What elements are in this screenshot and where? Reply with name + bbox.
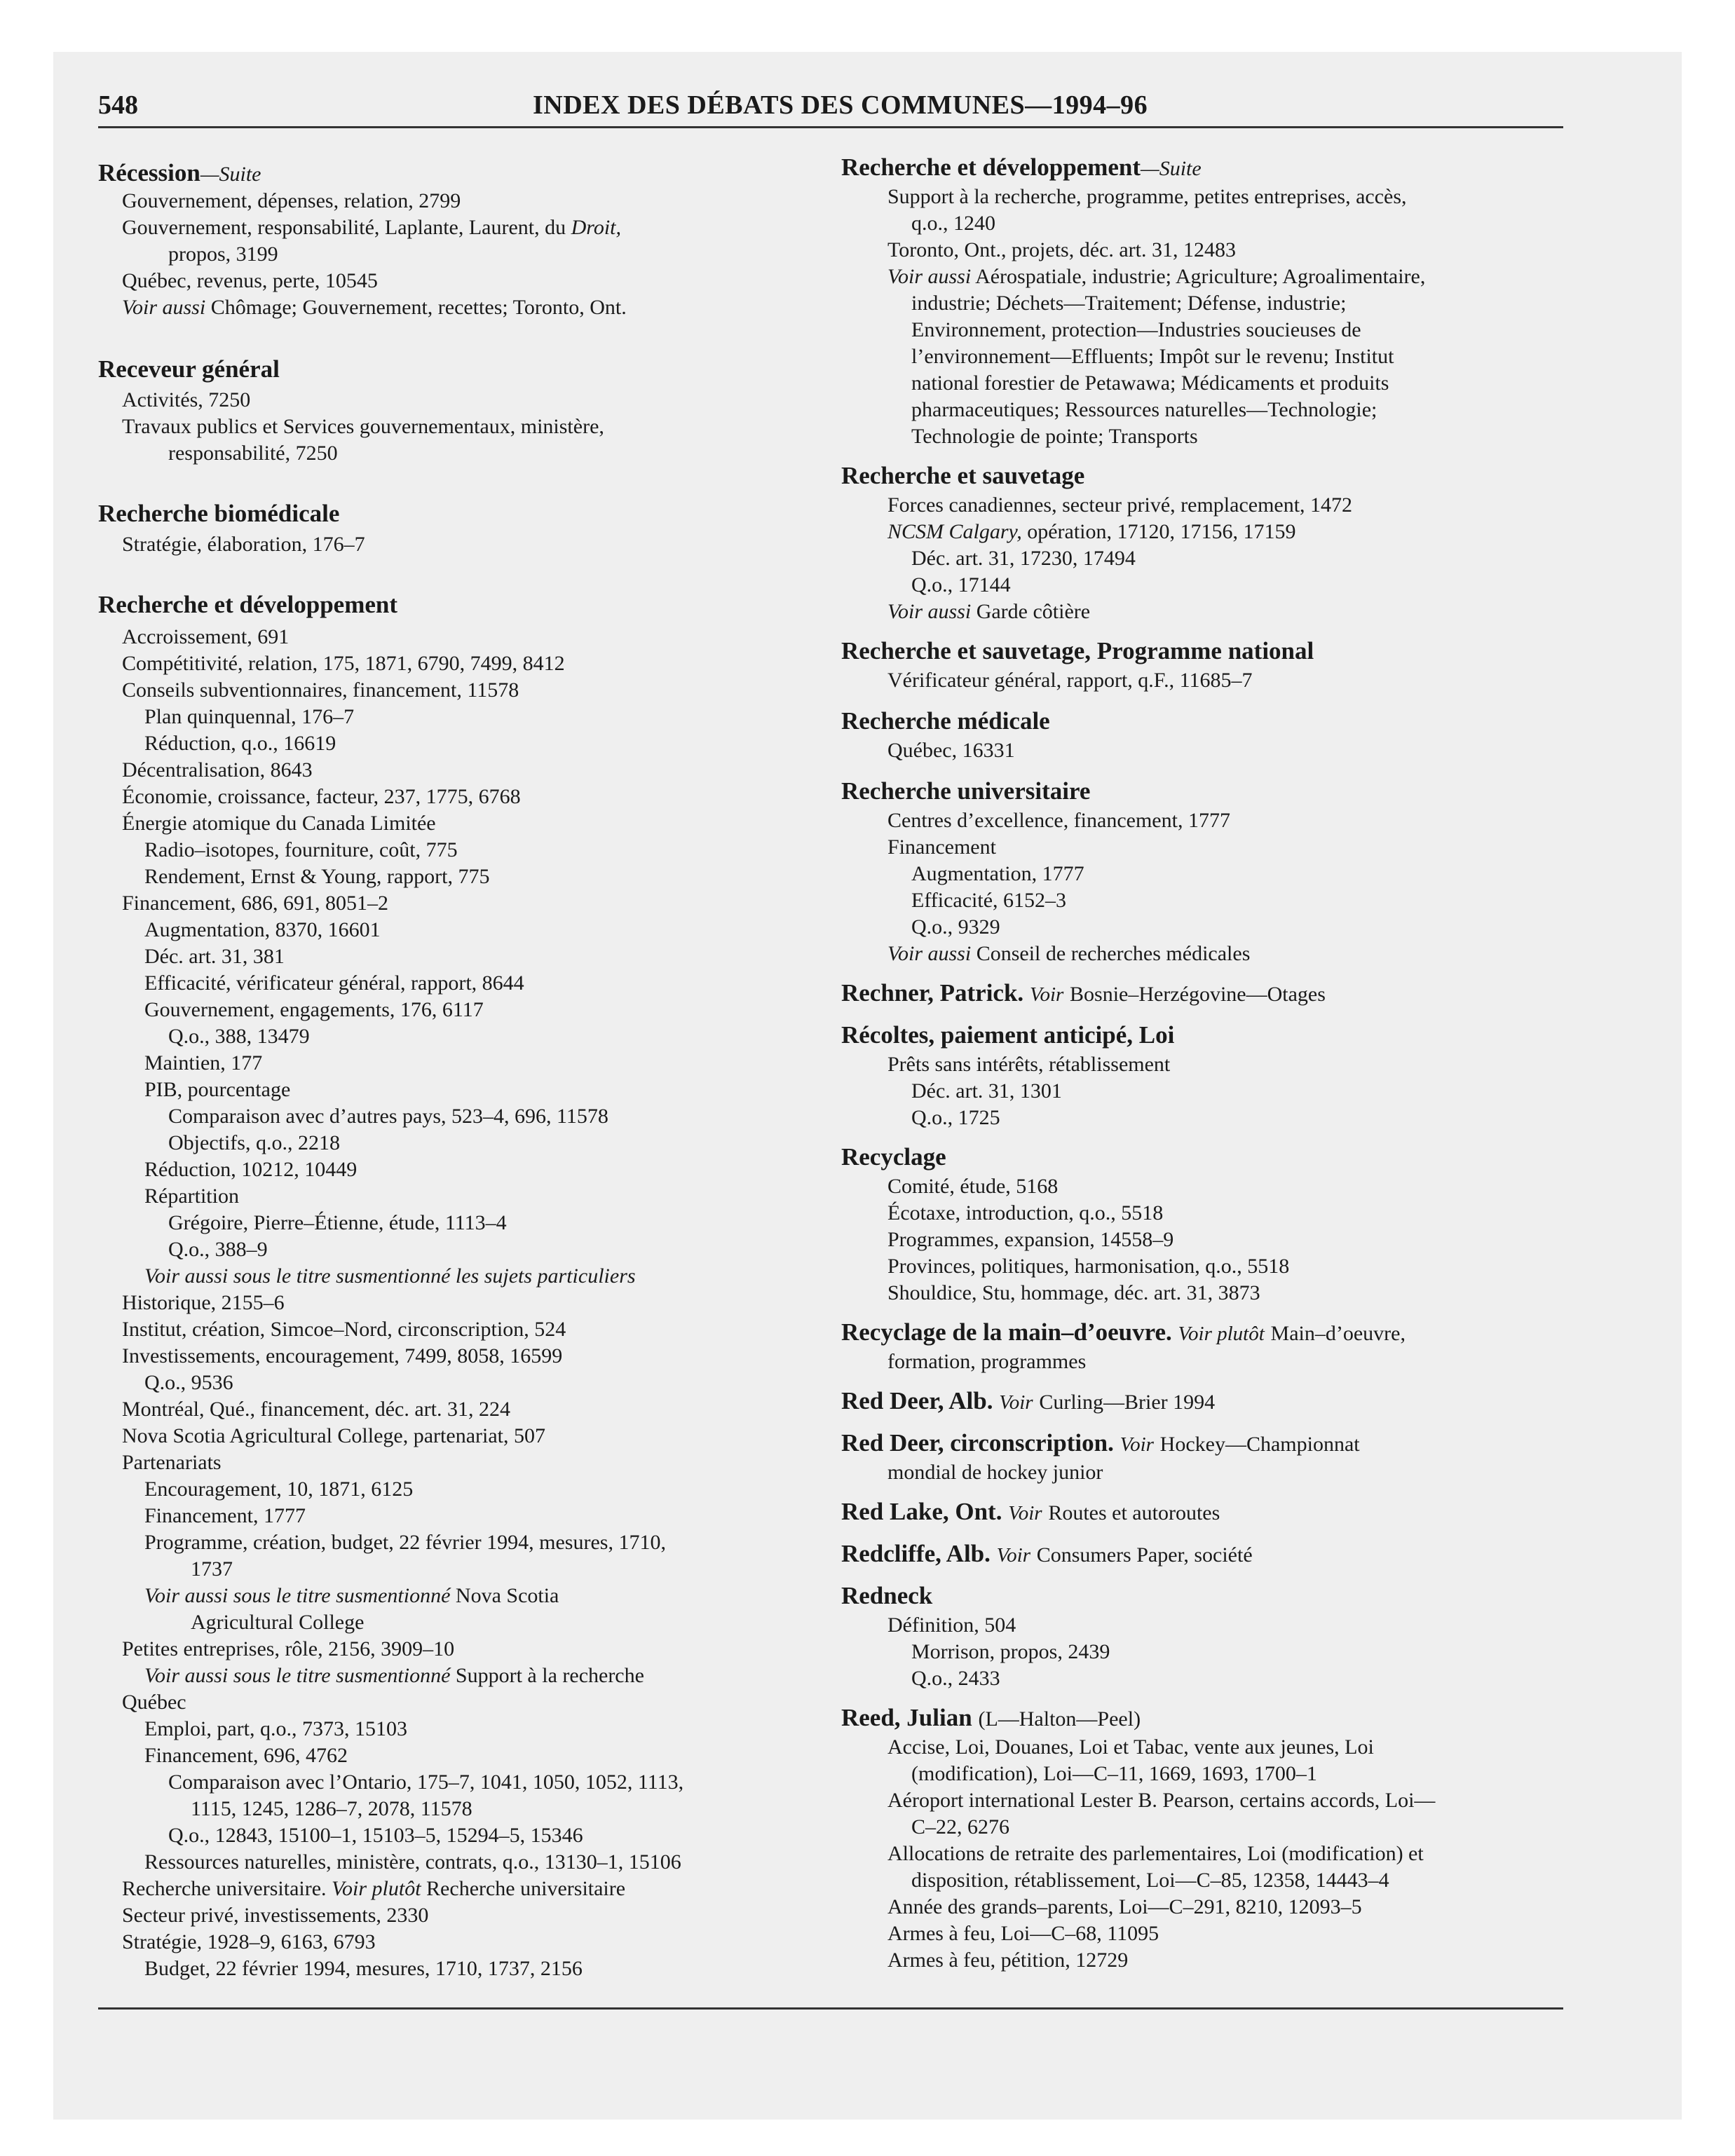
index-entry: Investissements, encouragement, 7499, 8058, 16599 <box>122 1344 563 1367</box>
index-subentry: Q.o., 2433 <box>911 1667 1000 1690</box>
cross-reference: Voir aussi Conseil de recherches médicales <box>887 942 1251 965</box>
cross-reference-continuation: mondial de hockey junior <box>887 1461 1103 1484</box>
index-subentry: Maintien, 177 <box>144 1051 263 1074</box>
index-entry: Gouvernement, dépenses, relation, 2799 <box>122 189 461 212</box>
cross-reference: Recherche universitaire. Voir plutôt Recherche universitaire <box>122 1877 626 1900</box>
index-subentry: Augmentation, 1777 <box>911 862 1084 885</box>
index-heading: Recyclage de la main–d’oeuvre. Voir plutôt Main–d’oeuvre, <box>841 1318 1406 1346</box>
index-entry-continuation: Agricultural College <box>191 1611 365 1634</box>
index-entry: Shouldice, Stu, hommage, déc. art. 31, 3873 <box>887 1281 1260 1304</box>
index-heading: Recherche biomédicale <box>98 500 340 527</box>
index-subentry: Financement, 1777 <box>144 1504 306 1527</box>
index-subsubentry: Q.o., 388–9 <box>168 1238 268 1261</box>
index-entry: Travaux publics et Services gouvernementaux, ministère, <box>122 415 604 438</box>
index-heading: Recherche et développement <box>98 591 398 618</box>
cross-reference-continuation: Technologie de pointe; Transports <box>911 425 1198 448</box>
cross-reference: Voir aussi sous le titre susmentionné les sujets particuliers <box>144 1264 636 1288</box>
index-heading: Récoltes, paiement anticipé, Loi <box>841 1021 1175 1049</box>
index-subentry: Déc. art. 31, 17230, 17494 <box>911 547 1136 570</box>
cross-reference: Voir aussi sous le titre susmentionné Support à la recherche <box>144 1664 644 1687</box>
cross-reference-continuation: Environnement, protection—Industries soucieuses de <box>911 318 1361 341</box>
index-subentry: Morrison, propos, 2439 <box>911 1640 1110 1663</box>
index-subsubentry: Objectifs, q.o., 2218 <box>168 1131 340 1154</box>
index-subentry: PIB, pourcentage <box>144 1078 291 1101</box>
index-entry: Armes à feu, Loi—C–68, 11095 <box>887 1922 1159 1945</box>
index-entry: Écotaxe, introduction, q.o., 5518 <box>887 1201 1164 1224</box>
index-heading: Recyclage <box>841 1143 946 1171</box>
index-subentry: Réduction, q.o., 16619 <box>144 732 336 755</box>
index-heading: Recherche et sauvetage, Programme national <box>841 637 1314 664</box>
index-entry-continuation: 1737 <box>191 1557 233 1581</box>
index-entry: Conseils subventionnaires, financement, 11578 <box>122 678 519 702</box>
index-subentry: Déc. art. 31, 381 <box>144 945 285 968</box>
cross-reference: Voir aussi sous le titre susmentionné Nova Scotia <box>144 1584 559 1607</box>
cross-reference-continuation: industrie; Déchets—Traitement; Défense, industrie; <box>911 292 1347 315</box>
index-subentry: Budget, 22 février 1994, mesures, 1710, 1737, 2156 <box>144 1957 583 1980</box>
index-entry: Québec, 16331 <box>887 739 1015 762</box>
index-entry: Petites entreprises, rôle, 2156, 3909–10 <box>122 1637 455 1660</box>
index-entry: Allocations de retraite des parlementaires, Loi (modification) et <box>887 1842 1424 1865</box>
page-header <box>98 90 1563 126</box>
index-entry-continuation: (modification), Loi—C–11, 1669, 1693, 1700–1 <box>911 1762 1317 1785</box>
index-entry: Programmes, expansion, 14558–9 <box>887 1228 1174 1251</box>
index-entry-continuation: disposition, rétablissement, Loi—C–85, 12358, 14443–4 <box>911 1869 1389 1892</box>
index-subentry: Q.o., 9329 <box>911 915 1000 939</box>
index-subentry: Augmentation, 8370, 16601 <box>144 918 381 941</box>
index-entry-continuation: propos, 3199 <box>168 243 278 266</box>
index-subentry: Q.o., 1725 <box>911 1106 1000 1129</box>
index-entry: Accise, Loi, Douanes, Loi et Tabac, vente aux jeunes, Loi <box>887 1735 1374 1759</box>
index-heading: Receveur général <box>98 355 280 383</box>
index-heading: Rechner, Patrick. Voir Bosnie–Herzégovine—Otages <box>841 979 1326 1007</box>
index-entry: Provinces, politiques, harmonisation, q.o., 5518 <box>887 1255 1290 1278</box>
index-entry: Prêts sans intérêts, rétablissement <box>887 1053 1171 1076</box>
index-entry: Partenariats <box>122 1451 222 1474</box>
index-heading: Récession—Suite <box>98 159 261 186</box>
cross-reference-continuation: national forestier de Petawawa; Médicaments et produits <box>911 371 1389 395</box>
index-subentry: Efficacité, vérificateur général, rapport, 8644 <box>144 971 524 995</box>
index-entry: Financement <box>887 835 996 859</box>
index-entry-continuation: q.o., 1240 <box>911 212 995 235</box>
index-heading: Recherche et sauvetage <box>841 462 1085 489</box>
index-heading: Red Lake, Ont. Voir Routes et autoroutes <box>841 1498 1220 1525</box>
index-entry: Stratégie, 1928–9, 6163, 6793 <box>122 1930 376 1953</box>
index-entry: Support à la recherche, programme, petites entreprises, accès, <box>887 185 1407 208</box>
index-entry: Aéroport international Lester B. Pearson, certains accords, Loi— <box>887 1789 1436 1812</box>
index-subentry: Q.o., 17144 <box>911 573 1011 596</box>
cross-reference-continuation: formation, programmes <box>887 1350 1087 1373</box>
index-entry: Secteur privé, investissements, 2330 <box>122 1904 429 1927</box>
index-entry: Forces canadiennes, secteur privé, remplacement, 1472 <box>887 493 1353 517</box>
index-heading: Recherche universitaire <box>841 777 1091 805</box>
index-entry: Historique, 2155–6 <box>122 1291 285 1314</box>
index-entry: Comité, étude, 5168 <box>887 1175 1059 1198</box>
index-subentry: Encouragement, 10, 1871, 6125 <box>144 1478 414 1501</box>
index-entry: Armes à feu, pétition, 12729 <box>887 1949 1129 1972</box>
index-entry-continuation: 1115, 1245, 1286–7, 2078, 11578 <box>191 1797 472 1820</box>
running-title: INDEX DES DÉBATS DES COMMUNES—1994–96 <box>533 90 1148 120</box>
index-entry: NCSM Calgary, opération, 17120, 17156, 17159 <box>887 520 1296 543</box>
index-entry: Énergie atomique du Canada Limitée <box>122 812 436 835</box>
index-entry: Montréal, Qué., financement, déc. art. 31, 224 <box>122 1398 510 1421</box>
index-subentry: Efficacité, 6152–3 <box>911 889 1067 912</box>
index-entry: Compétitivité, relation, 175, 1871, 6790, 7499, 8412 <box>122 652 565 675</box>
index-entry: Toronto, Ont., projets, déc. art. 31, 12483 <box>887 238 1236 261</box>
footer-rule <box>98 2007 1563 2010</box>
index-subsubentry: Q.o., 388, 13479 <box>168 1025 310 1048</box>
index-subentry: Radio–isotopes, fourniture, coût, 775 <box>144 838 458 861</box>
index-entry: Économie, croissance, facteur, 237, 1775, 6768 <box>122 785 521 808</box>
index-subsubentry: Grégoire, Pierre–Étienne, étude, 1113–4 <box>168 1211 507 1234</box>
header-rule <box>98 126 1563 128</box>
index-entry: Définition, 504 <box>887 1613 1016 1637</box>
index-entry: Accroissement, 691 <box>122 625 290 648</box>
index-entry-continuation: responsabilité, 7250 <box>168 442 338 465</box>
index-subsubentry: Comparaison avec d’autres pays, 523–4, 696, 11578 <box>168 1105 608 1128</box>
cross-reference-continuation: l’environnement—Effluents; Impôt sur le revenu; Institut <box>911 345 1394 368</box>
index-subentry: Ressources naturelles, ministère, contrats, q.o., 13130–1, 15106 <box>144 1850 681 1874</box>
index-subentry: Rendement, Ernst & Young, rapport, 775 <box>144 865 490 888</box>
page-number: 548 <box>98 90 138 120</box>
index-entry: Québec, revenus, perte, 10545 <box>122 269 378 292</box>
index-subentry: Emploi, part, q.o., 7373, 15103 <box>144 1717 407 1740</box>
index-heading: Red Deer, Alb. Voir Curling—Brier 1994 <box>841 1387 1216 1414</box>
index-subsubentry: Q.o., 12843, 15100–1, 15103–5, 15294–5, 15346 <box>168 1824 583 1847</box>
index-entry: Décentralisation, 8643 <box>122 758 313 782</box>
index-entry: Québec <box>122 1691 186 1714</box>
cross-reference: Voir aussi Chômage; Gouvernement, recettes; Toronto, Ont. <box>122 296 627 319</box>
index-entry: Gouvernement, responsabilité, Laplante, Laurent, du Droit, <box>122 216 622 239</box>
index-subentry: Q.o., 9536 <box>144 1371 233 1394</box>
index-entry: Nova Scotia Agricultural College, partenariat, 507 <box>122 1424 545 1447</box>
index-entry: Vérificateur général, rapport, q.F., 11685–7 <box>887 669 1253 692</box>
index-subentry: Réduction, 10212, 10449 <box>144 1158 358 1181</box>
index-entry-continuation: C–22, 6276 <box>911 1815 1010 1838</box>
index-entry: Activités, 7250 <box>122 388 251 411</box>
index-heading: Recherche médicale <box>841 707 1050 735</box>
cross-reference: Voir aussi Garde côtière <box>887 600 1091 623</box>
index-entry: Centres d’excellence, financement, 1777 <box>887 809 1230 832</box>
index-heading: Redcliffe, Alb. Voir Consumers Paper, société <box>841 1540 1253 1567</box>
index-subentry: Gouvernement, engagements, 176, 6117 <box>144 998 484 1021</box>
cross-reference: Voir aussi Aérospatiale, industrie; Agriculture; Agroalimentaire, <box>887 265 1426 288</box>
index-heading: Red Deer, circonscription. Voir Hockey—Championnat <box>841 1429 1360 1456</box>
cross-reference-continuation: pharmaceutiques; Ressources naturelles—Technologie; <box>911 398 1377 421</box>
index-heading: Reed, Julian (L—Halton—Peel) <box>841 1704 1141 1731</box>
index-subentry: Déc. art. 31, 1301 <box>911 1079 1062 1103</box>
index-subentry: Financement, 696, 4762 <box>144 1744 348 1767</box>
index-entry: Institut, création, Simcoe–Nord, circonscription, 524 <box>122 1318 566 1341</box>
index-entry: Stratégie, élaboration, 176–7 <box>122 533 365 556</box>
index-subentry: Plan quinquennal, 176–7 <box>144 705 355 728</box>
index-entry: Année des grands–parents, Loi—C–291, 8210, 12093–5 <box>887 1895 1362 1918</box>
index-subentry: Répartition <box>144 1185 239 1208</box>
index-subsubentry: Comparaison avec l’Ontario, 175–7, 1041, 1050, 1052, 1113, <box>168 1770 684 1794</box>
index-heading: Redneck <box>841 1582 933 1609</box>
index-entry: Financement, 686, 691, 8051–2 <box>122 892 388 915</box>
index-subentry: Programme, création, budget, 22 février 1994, mesures, 1710, <box>144 1531 666 1554</box>
index-heading: Recherche et développement—Suite <box>841 153 1202 181</box>
